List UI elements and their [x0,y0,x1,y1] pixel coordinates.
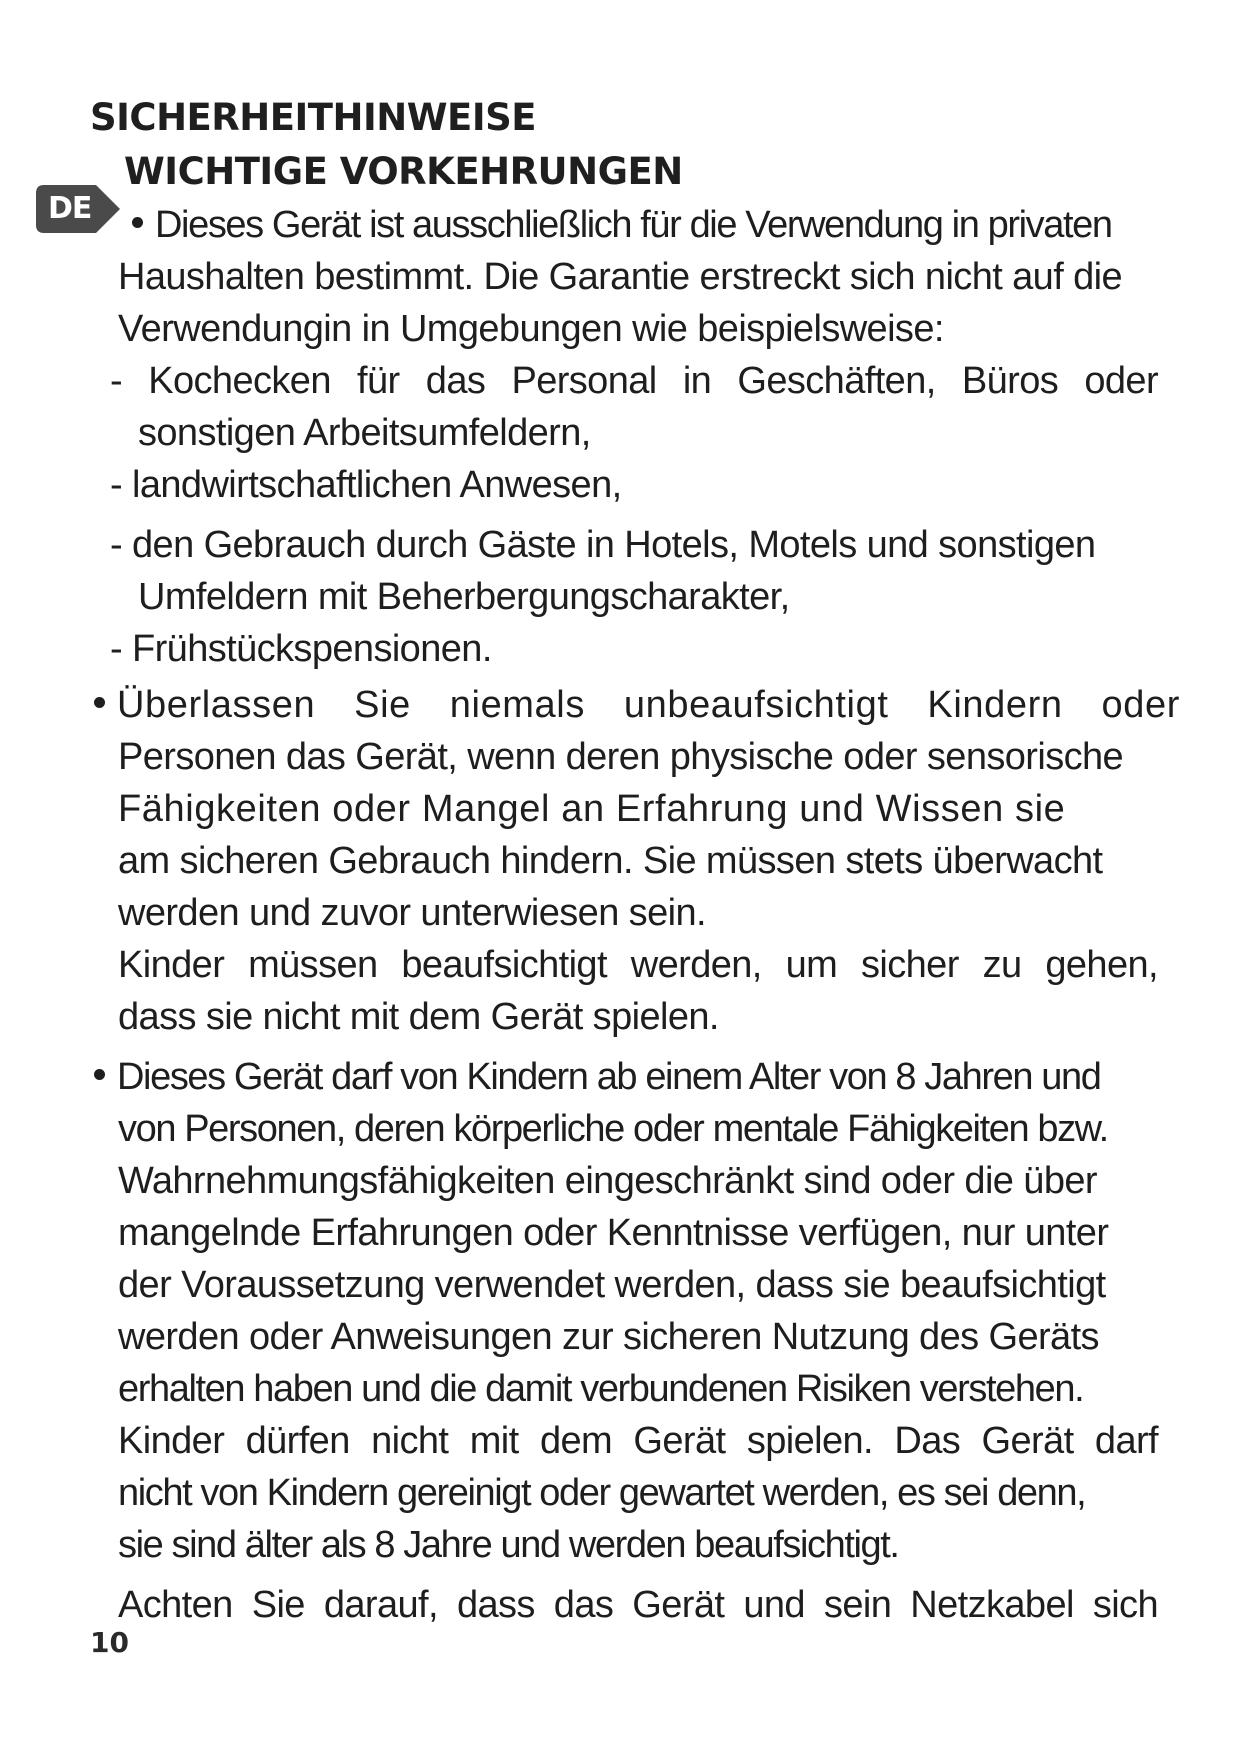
language-label: DE [48,191,92,226]
text-line: - landwirtschaftlichen Anwesen, [110,464,622,506]
text-line: nicht von Kindern gereinigt oder gewartet werden, es sei denn, [118,1472,1086,1514]
text-line: Überlassen Sie niemals unbeaufsichtigt Kindern oder [117,684,1180,726]
text-line: dass sie nicht mit dem Gerät spielen. [118,996,719,1038]
text-line: Wahrnehmungsfähigkeiten eingeschränkt sind oder die über [118,1160,1097,1202]
text-line: werden und zuvor unterwiesen sein. [118,892,706,934]
bullet-icon [132,217,143,228]
text-line: sie sind älter als 8 Jahre und werden beaufsichtigt. [118,1524,899,1566]
section-subtitle: WICHTIGE VORKEHRUNGEN [124,150,683,193]
text-line: - den Gebrauch durch Gäste in Hotels, Motels und sonstigen [110,524,1096,566]
bullet-icon [94,697,105,708]
text-line: Fähigkeiten oder Mangel an Erfahrung und Wissen sie [118,788,1066,830]
page-number: 10 [90,1626,129,1659]
bullet-item [94,680,1180,730]
language-tab [34,183,122,235]
text-line: Haushalten bestimmt. Die Garantie erstreckt sich nicht auf die [118,256,1123,298]
text-line: Kinder dürfen nicht mit dem Gerät spielen. Das Gerät darf [118,1420,1158,1462]
text-line: von Personen, deren körperliche oder mentale Fähigkeiten bzw. [118,1108,1108,1150]
bullet-icon [94,1069,105,1080]
text-line: Personen das Gerät, wenn deren physische oder sensorische [118,736,1124,778]
text-line: Dieses Gerät ist ausschließlich für die Verwendung in privaten [155,204,1112,246]
text-line: der Voraussetzung verwendet werden, dass sie beaufsichtigt [118,1264,1106,1306]
bullet-item [132,200,1112,250]
text-line: Achten Sie darauf, dass das Gerät und sein Netzkabel sich [118,1584,1158,1626]
text-line: - Frühstückspensionen. [110,628,492,670]
text-line: Umfeldern mit Beherbergungscharakter, [138,576,790,618]
text-line: Kinder müssen beaufsichtigt werden, um sicher zu gehen, [118,944,1158,986]
text-line: werden oder Anweisungen zur sicheren Nutzung des Geräts [118,1316,1099,1358]
text-line: Verwendungin in Umgebungen wie beispielsweise: [118,308,944,350]
text-line: erhalten haben und die damit verbundenen Risiken verstehen. [118,1368,1084,1410]
section-title: SICHERHEITHINWEISE [90,96,537,139]
text-line: - Kochecken für das Personal in Geschäften, Büros oder [110,360,1158,402]
text-line: am sicheren Gebrauch hindern. Sie müssen stets überwacht [118,840,1103,882]
text-line: Dieses Gerät darf von Kindern ab einem Alter von 8 Jahren und [117,1056,1101,1098]
bullet-item [94,1052,1100,1102]
text-line: mangelnde Erfahrungen oder Kenntnisse verfügen, nur unter [118,1212,1109,1254]
text-line: sonstigen Arbeitsumfeldern, [138,412,591,454]
